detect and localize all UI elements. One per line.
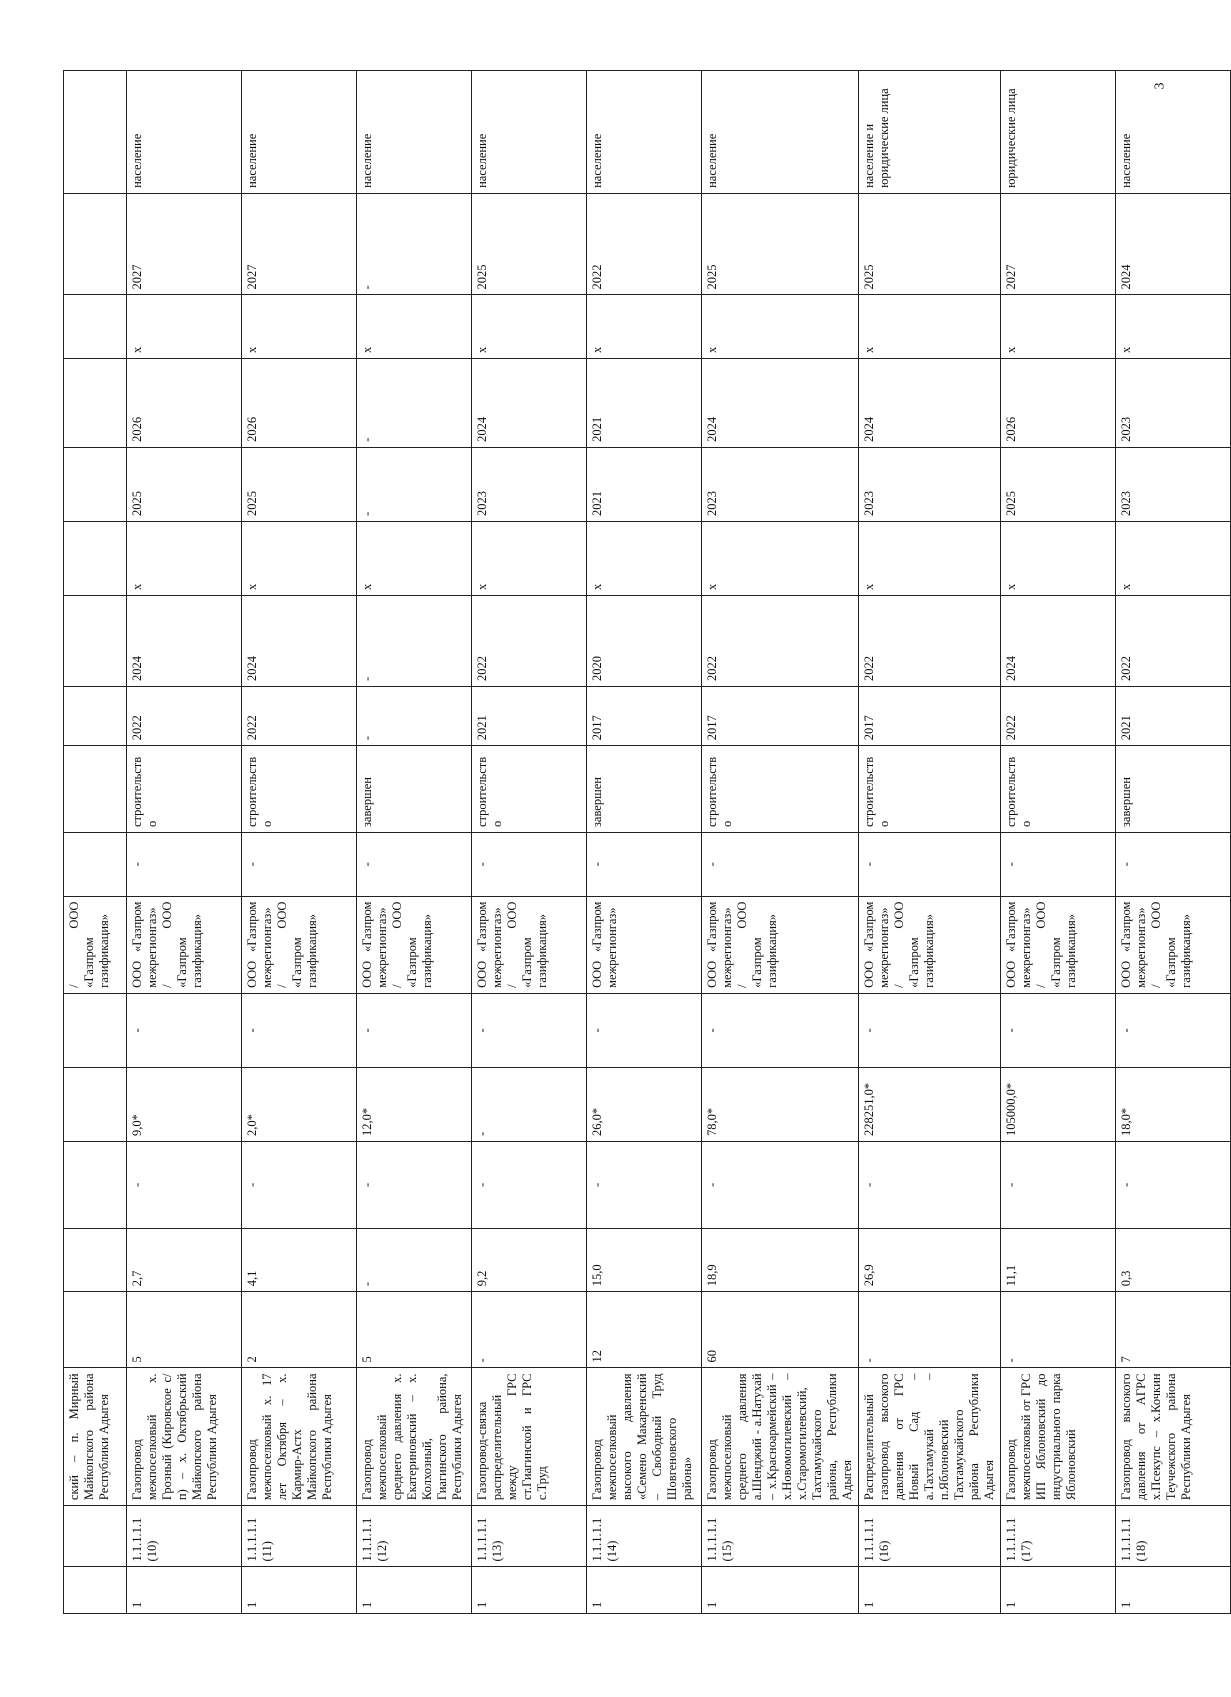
cell-c4: 5 — [127, 1292, 242, 1368]
cell-c4: 12 — [587, 1292, 702, 1368]
cell-c15: 2025 — [1001, 447, 1116, 521]
cell-customer: ООО «Газпром межрегионгаз» / ООО «Газпром газификация» — [702, 896, 859, 993]
cell-section: 1 — [242, 1567, 357, 1614]
cell-empty — [64, 596, 127, 687]
cell-c8: - — [1116, 993, 1231, 1067]
cell-section: 1 — [357, 1567, 472, 1614]
cell-object-name: Газопровод высокого давления от АГРС х.Псекупс – х.Кочкин Теучежского района Республики Адыгея — [1116, 1368, 1231, 1506]
cell-c16: 2026 — [1001, 358, 1116, 447]
cell-c17: х — [127, 295, 242, 358]
cell-c13: 2020 — [587, 596, 702, 687]
cell-item-number: 1.1.1.1.1 (11) — [242, 1506, 357, 1567]
cell-object-name: ский – п. Мирный Майкопского района Республики Адыгея — [64, 1368, 127, 1506]
cell-c15: 2025 — [242, 447, 357, 521]
cell-c14: х — [702, 521, 859, 595]
table-row — [472, 71, 587, 1614]
table-row — [242, 71, 357, 1614]
cell-c4: - — [1001, 1292, 1116, 1368]
cell-c10: - — [1116, 833, 1231, 896]
cell-consumers: население — [127, 71, 242, 194]
cell-item-number: 1.1.1.1.1 (16) — [859, 1506, 1001, 1567]
cell-empty — [64, 1506, 127, 1567]
cell-consumers: население — [357, 71, 472, 194]
cell-c14: х — [1116, 521, 1231, 595]
cell-c13: 2022 — [702, 596, 859, 687]
cell-c8: - — [702, 993, 859, 1067]
cell-c7: - — [472, 1067, 587, 1141]
cell-c13: 2022 — [472, 596, 587, 687]
cell-c14: х — [357, 521, 472, 595]
cell-c5: 0,3 — [1116, 1228, 1231, 1291]
cell-c14: х — [1001, 521, 1116, 595]
cell-customer: ООО «Газпром межрегионгаз» / ООО «Газпром газификация» — [1001, 896, 1116, 993]
cell-c7: 9,0* — [127, 1067, 242, 1141]
cell-c17: х — [357, 295, 472, 358]
cell-c17: х — [859, 295, 1001, 358]
cell-c15: 2021 — [587, 447, 702, 521]
table-row — [357, 71, 472, 1614]
cell-c10: - — [127, 833, 242, 896]
cell-object-name: Газопровод-связка распределительный между ГРС ст.Гиагинской и ГРС с.Труд — [472, 1368, 587, 1506]
cell-c17: х — [472, 295, 587, 358]
cell-c8: - — [357, 993, 472, 1067]
cell-section: 1 — [859, 1567, 1001, 1614]
cell-empty — [64, 687, 127, 746]
cell-section: 1 — [127, 1567, 242, 1614]
cell-c4: 7 — [1116, 1292, 1231, 1368]
cell-stage: завершен — [357, 746, 472, 833]
cell-c16: 2023 — [1116, 358, 1231, 447]
cell-section: 1 — [587, 1567, 702, 1614]
cell-c7: 228251,0* — [859, 1067, 1001, 1141]
cell-c17: х — [702, 295, 859, 358]
cell-c10: - — [702, 833, 859, 896]
cell-stage: строительство — [859, 746, 1001, 833]
cell-c4: 2 — [242, 1292, 357, 1368]
cell-c10: - — [587, 833, 702, 896]
cell-c12: 2022 — [242, 687, 357, 746]
cell-c5: - — [357, 1228, 472, 1291]
cell-customer: ООО «Газпром межрегионгаз» / ООО «Газпром газификация» — [472, 896, 587, 993]
cell-c7: 12,0* — [357, 1067, 472, 1141]
cell-consumers: население — [1116, 71, 1231, 194]
cell-item-number: 1.1.1.1.1 (14) — [587, 1506, 702, 1567]
cell-c16: - — [357, 358, 472, 447]
table-row — [127, 71, 242, 1614]
cell-object-name: Газопровод межпоселковый х. Грозный (Кировское с/п) – х. Октябрьский Майкопского района Республики Адыгея — [127, 1368, 242, 1506]
cell-c5: 15,0 — [587, 1228, 702, 1291]
cell-empty — [64, 993, 127, 1067]
cell-stage: строительство — [472, 746, 587, 833]
cell-stage: завершен — [1116, 746, 1231, 833]
cell-empty — [64, 1067, 127, 1141]
cell-item-number: 1.1.1.1.1 (10) — [127, 1506, 242, 1567]
cell-c7: 26,0* — [587, 1067, 702, 1141]
cell-c15: - — [357, 447, 472, 521]
cell-empty — [64, 1142, 127, 1229]
cell-c15: 2023 — [472, 447, 587, 521]
cell-c7: 2,0* — [242, 1067, 357, 1141]
cell-stage: строительство — [242, 746, 357, 833]
cell-c7: 78,0* — [702, 1067, 859, 1141]
cell-c4: - — [859, 1292, 1001, 1368]
table-row — [1001, 71, 1116, 1614]
cell-c13: 2022 — [859, 596, 1001, 687]
cell-c17: х — [587, 295, 702, 358]
cell-item-number: 1.1.1.1.1 (13) — [472, 1506, 587, 1567]
cell-c8: - — [1001, 993, 1116, 1067]
table-row-continuation — [64, 71, 127, 1614]
cell-empty — [64, 746, 127, 833]
cell-c12: 2017 — [587, 687, 702, 746]
cell-c16: 2021 — [587, 358, 702, 447]
cell-empty — [64, 833, 127, 896]
table-row — [587, 71, 702, 1614]
cell-c8: - — [472, 993, 587, 1067]
cell-customer: ООО «Газпром межрегионгаз» / ООО «Газпром газификация» — [859, 896, 1001, 993]
cell-c5: 11,1 — [1001, 1228, 1116, 1291]
cell-c12: 2017 — [702, 687, 859, 746]
cell-c15: 2023 — [859, 447, 1001, 521]
cell-c6: - — [859, 1142, 1001, 1229]
cell-object-name: Газопровод межпоселковый среднего давления х. Екатериновский – х. Колхозный, Гиагинского района, Республики Адыгея — [357, 1368, 472, 1506]
cell-c14: х — [587, 521, 702, 595]
cell-c16: 2024 — [859, 358, 1001, 447]
cell-item-number: 1.1.1.1.1 (17) — [1001, 1506, 1116, 1567]
cell-consumers: население и юридические лица — [859, 71, 1001, 194]
cell-c6: - — [587, 1142, 702, 1229]
cell-c12: 2017 — [859, 687, 1001, 746]
cell-c4: - — [472, 1292, 587, 1368]
cell-c5: 2,7 — [127, 1228, 242, 1291]
gas-pipeline-table — [63, 70, 1231, 1614]
cell-c13: - — [357, 596, 472, 687]
cell-c18: 2025 — [472, 193, 587, 295]
table-area — [63, 70, 1193, 1614]
cell-object-name: Газопровод межпоселковый высокого давления «Семено Макаренский – Свободный Труд Шовгеновского района» — [587, 1368, 702, 1506]
cell-c6: - — [127, 1142, 242, 1229]
cell-c18: - — [357, 193, 472, 295]
cell-c18: 2027 — [127, 193, 242, 295]
cell-c5: 18,9 — [702, 1228, 859, 1291]
cell-c4: 5 — [357, 1292, 472, 1368]
cell-c5: 26,9 — [859, 1228, 1001, 1291]
cell-object-name: Распределительный газопровод высокого давления от ГРС Новый Сад – а.Тахтамукай – п.Яблоновский Тахтамукайского района Республики Адыгея — [859, 1368, 1001, 1506]
cell-empty — [64, 447, 127, 521]
cell-c12: 2022 — [1001, 687, 1116, 746]
cell-c16: 2024 — [472, 358, 587, 447]
cell-c10: - — [357, 833, 472, 896]
table-row — [859, 71, 1001, 1614]
cell-c12: - — [357, 687, 472, 746]
cell-object-name: Газопровод межпоселковый х. 17 лет Октября – х. Кармир-Астх Майкопского района Республики Адыгея — [242, 1368, 357, 1506]
cell-c7: 105000,0* — [1001, 1067, 1116, 1141]
cell-c18: 2027 — [1001, 193, 1116, 295]
cell-stage: строительство — [127, 746, 242, 833]
cell-c5: 4,1 — [242, 1228, 357, 1291]
cell-section: 1 — [1116, 1567, 1231, 1614]
cell-customer: ООО «Газпром межрегионгаз» / ООО «Газпром газификация» — [127, 896, 242, 993]
cell-empty — [64, 295, 127, 358]
cell-c12: 2022 — [127, 687, 242, 746]
cell-empty — [64, 1228, 127, 1291]
cell-empty — [64, 1567, 127, 1614]
cell-c18: 2025 — [859, 193, 1001, 295]
cell-c6: - — [472, 1142, 587, 1229]
cell-c14: х — [859, 521, 1001, 595]
cell-empty — [64, 521, 127, 595]
table-row — [1116, 71, 1231, 1614]
cell-c17: х — [242, 295, 357, 358]
cell-c18: 2022 — [587, 193, 702, 295]
cell-c6: - — [1116, 1142, 1231, 1229]
cell-c14: х — [472, 521, 587, 595]
cell-c18: 2025 — [702, 193, 859, 295]
cell-c17: х — [1116, 295, 1231, 358]
cell-stage: строительство — [702, 746, 859, 833]
cell-section: 1 — [702, 1567, 859, 1614]
cell-c10: - — [472, 833, 587, 896]
cell-c17: х — [1001, 295, 1116, 358]
cell-c15: 2023 — [1116, 447, 1231, 521]
cell-c5: 9,2 — [472, 1228, 587, 1291]
cell-c16: 2026 — [242, 358, 357, 447]
cell-c15: 2023 — [702, 447, 859, 521]
cell-customer: ООО «Газпром межрегионгаз» / ООО «Газпром газификация» — [1116, 896, 1231, 993]
cell-c15: 2025 — [127, 447, 242, 521]
cell-consumers: население — [242, 71, 357, 194]
cell-consumers: юридические лица — [1001, 71, 1116, 194]
cell-c6: - — [702, 1142, 859, 1229]
cell-c16: 2024 — [702, 358, 859, 447]
cell-c8: - — [242, 993, 357, 1067]
cell-customer: ООО «Газпром межрегионгаз» / ООО «Газпром газификация» — [242, 896, 357, 993]
cell-c10: - — [242, 833, 357, 896]
cell-c18: 2027 — [242, 193, 357, 295]
cell-c14: х — [242, 521, 357, 595]
cell-customer: ООО «Газпром межрегионгаз» — [587, 896, 702, 993]
cell-c6: - — [1001, 1142, 1116, 1229]
cell-c6: - — [357, 1142, 472, 1229]
cell-consumers: население — [587, 71, 702, 194]
page-number: 3 — [1152, 82, 1168, 90]
cell-c4: 60 — [702, 1292, 859, 1368]
cell-stage: завершен — [587, 746, 702, 833]
cell-c6: - — [242, 1142, 357, 1229]
cell-section: 1 — [472, 1567, 587, 1614]
cell-empty — [64, 71, 127, 194]
cell-c14: х — [127, 521, 242, 595]
cell-empty — [64, 1292, 127, 1368]
cell-c8: - — [587, 993, 702, 1067]
rotated-table-container — [63, 70, 1193, 1614]
cell-c12: 2021 — [472, 687, 587, 746]
cell-c13: 2024 — [127, 596, 242, 687]
cell-empty — [64, 193, 127, 295]
cell-consumers: население — [472, 71, 587, 194]
cell-object-name: Газопровод межпоселковый среднего давления а.Шенджий - а.Натухай – х.Красноармейский – х.Новомогилевский – х.Старомогилевский, Тахтамукайского района, Республики Адыгея — [702, 1368, 859, 1506]
cell-consumers: население — [702, 71, 859, 194]
cell-item-number: 1.1.1.1.1 (12) — [357, 1506, 472, 1567]
table-row — [702, 71, 859, 1614]
cell-c16: 2026 — [127, 358, 242, 447]
cell-c10: - — [1001, 833, 1116, 896]
cell-customer: / ООО «Газпром газификация» — [64, 896, 127, 993]
cell-item-number: 1.1.1.1.1 (18) — [1116, 1506, 1231, 1567]
cell-customer: ООО «Газпром межрегионгаз» / ООО «Газпром газификация» — [357, 896, 472, 993]
cell-stage: строительство — [1001, 746, 1116, 833]
cell-item-number: 1.1.1.1.1 (15) — [702, 1506, 859, 1567]
cell-c10: - — [859, 833, 1001, 896]
cell-c7: 18,0* — [1116, 1067, 1231, 1141]
cell-c13: 2024 — [1001, 596, 1116, 687]
cell-c8: - — [127, 993, 242, 1067]
cell-c18: 2024 — [1116, 193, 1231, 295]
cell-c13: 2022 — [1116, 596, 1231, 687]
cell-object-name: Газопровод межпоселковый от ГРС ИП Яблоновский до индустриального парка Яблоновский — [1001, 1368, 1116, 1506]
cell-c8: - — [859, 993, 1001, 1067]
cell-c13: 2024 — [242, 596, 357, 687]
cell-section: 1 — [1001, 1567, 1116, 1614]
cell-c12: 2021 — [1116, 687, 1231, 746]
cell-empty — [64, 358, 127, 447]
